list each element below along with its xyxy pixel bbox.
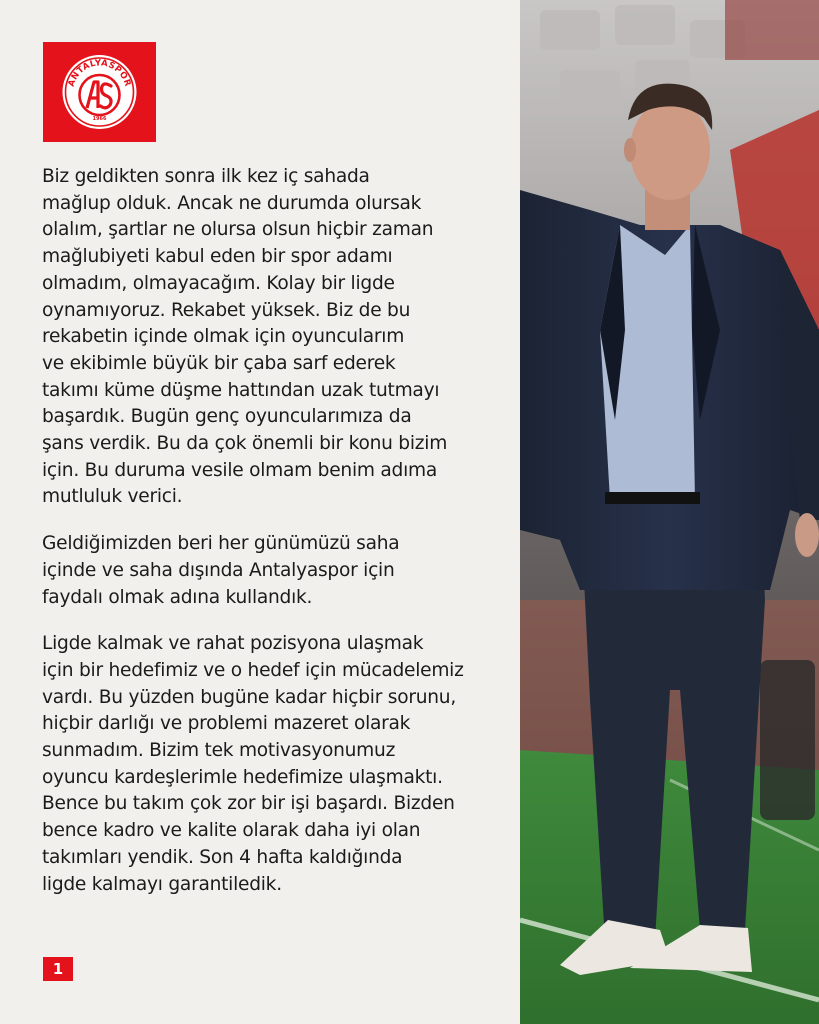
text-line: Biz geldikten sonra ilk kez iç sahada	[42, 166, 370, 187]
text-line: için bir hedefimiz ve o hedef için mücadelemiz	[42, 659, 464, 681]
text-line: şans verdik. Bu da çok önemli bir konu bizim	[42, 433, 448, 455]
logo-text: ANTALYASPOR	[66, 58, 133, 88]
paragraph-2	[42, 531, 512, 611]
statement-text	[42, 164, 512, 918]
text-line: Bence bu takım çok zor bir işi başardı. Bizden	[42, 793, 455, 815]
coach-photo-icon	[520, 0, 819, 1024]
text-line: olmadım, olmayacağım. Kolay bir ligde	[42, 272, 395, 294]
text-line: sunmadım. Bizim tek motivasyonumuz	[42, 740, 396, 762]
text-line: faydalı olmak adına kullandık.	[42, 586, 313, 608]
antalyaspor-crest-icon	[43, 42, 156, 142]
text-line: içinde ve saha dışında Antalyaspor için	[42, 559, 395, 581]
text-line: takımları yendik. Son 4 hafta kaldığında	[42, 846, 403, 868]
paragraph-1	[42, 164, 512, 511]
text-line: için. Bu duruma vesile olmam benim adıma	[42, 459, 438, 481]
text-line: ve ekibimle büyük bir çaba sarf ederek	[42, 352, 396, 374]
text-line: mağlup olduk. Ancak ne durumda olursak	[42, 192, 422, 214]
logo-year: 1966	[92, 116, 107, 122]
club-logo	[43, 42, 156, 142]
text-line: Geldiğimizden beri her günümüzü saha	[42, 533, 400, 555]
text-line: mağlubiyeti kabul eden bir spor adamı	[42, 246, 393, 268]
text-line: oynamıyoruz. Rekabet yüksek. Biz de bu	[42, 299, 411, 321]
text-line: rekabetin içinde olmak için oyuncularım	[42, 326, 405, 348]
text-line: Ligde kalmak ve rahat pozisyona ulaşmak	[42, 633, 424, 655]
paragraph-3	[42, 631, 512, 898]
text-line: hiçbir darlığı ve problemi mazeret olarak	[42, 713, 411, 735]
coach-photo	[520, 0, 819, 1024]
page-number-badge: 1	[43, 957, 73, 981]
text-line: başardık. Bugün genç oyuncularımıza da	[42, 406, 412, 428]
text-line: oyuncu kardeşlerimle hedefimize ulaşmaktı.	[42, 766, 443, 788]
text-line: bence kadro ve kalite olarak daha iyi olan	[42, 820, 421, 842]
text-line: mutluluk verici.	[42, 486, 183, 508]
text-line: ligde kalmayı garantiledik.	[42, 873, 282, 895]
text-line: olalım, şartlar ne olursa olsun hiçbir zaman	[42, 219, 434, 241]
text-line: vardı. Bu yüzden bugüne kadar hiçbir sorunu,	[42, 686, 457, 708]
text-line: takımı küme düşme hattından uzak tutmayı	[42, 379, 440, 401]
